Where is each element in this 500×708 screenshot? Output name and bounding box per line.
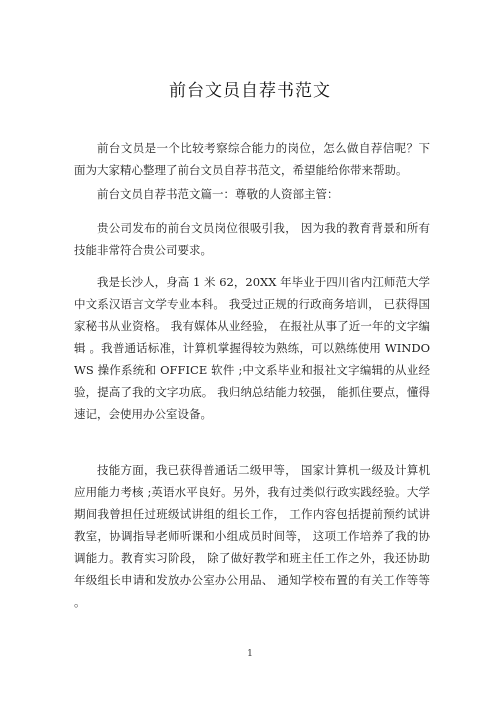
paragraph-intro: 前台文员是一个比较考察综合能力的岗位，怎么做自荐信呢？下面为大家精心整理了前台文员自荐书范文，希望能给你带来帮助。 — [74, 141, 430, 177]
paragraph-background: 我是长沙人，身高 1 米 62，20XX 年毕业于四川省内江师范大学中文系汉语言文学专业本科。 我受过正规的行政商务培训， 已获得国家秘书从业资格。 我有媒体从业经验， 在报社从事了近一年的文字编辑 。我普通话标准，计算机掌握得较为熟练，可以熟练使用 WINDOWS 操作系统和 OFFICE 软件 ;中文系毕业和报社文字编辑的从业经验，提高了我的文字功底。 我归纳总结能力较强， 能抓住要点，懂得速记，会使用办公室设备。 — [74, 275, 430, 421]
document-title: 前台文员自荐书范文 — [169, 81, 331, 101]
paragraph-interest: 贵公司发布的前台文员岗位很吸引我， 因为我的教育背景和所有技能非常符合贵公司要求。 — [74, 221, 430, 257]
paragraph-salutation: 前台文员自荐书范文篇一：尊敬的人资部主管： — [97, 187, 339, 201]
paragraph-skills: 技能方面，我已获得普通话二级甲等， 国家计算机一级及计算机应用能力考核 ;英语水平良好。另外，我有过类似行政实践经验。大学期间我曾担任过班级试讲组的组长工作， 工作内容包括提前预约试讲教室，协调指导老师听课和小组成员时间等， 这项工作培养了我的协调能力。教育实习阶段， 除了做好教学和班主任工作之外，我还协助年级组长申请和发放办公室办公用品、 通知学校布置的有关工作等等 。 — [74, 463, 430, 609]
page-number: 1 — [247, 649, 253, 659]
